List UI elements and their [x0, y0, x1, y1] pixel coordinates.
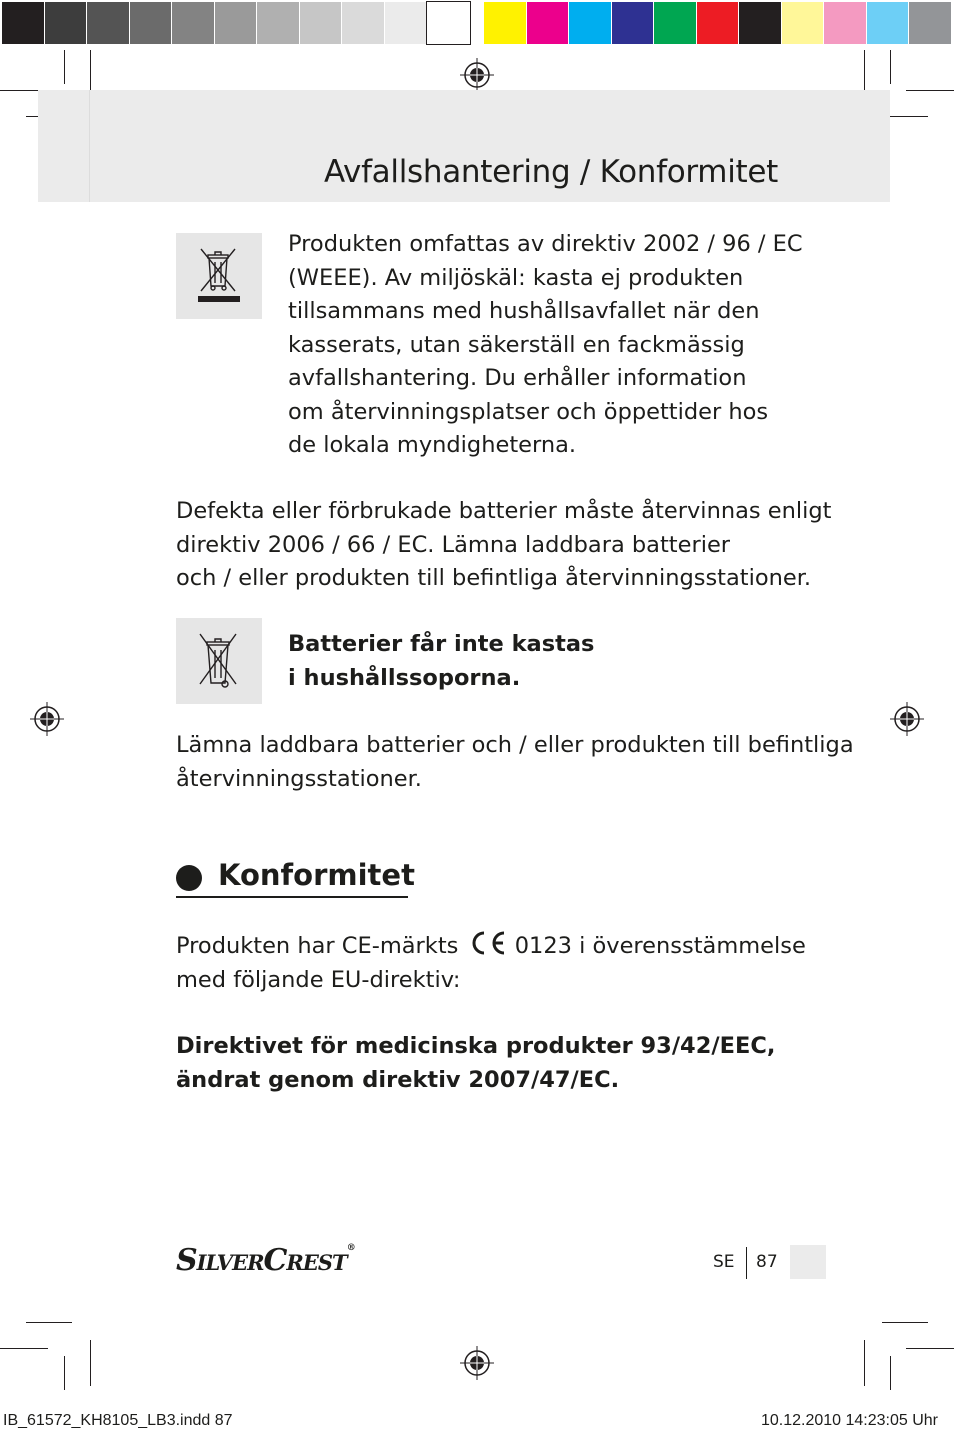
text-line: (WEEE). Av miljöskäl: kasta ej produkten: [288, 264, 744, 291]
conformity-intro: [176, 930, 806, 997]
crop-mark: [906, 1348, 954, 1349]
color-swatch: [824, 2, 867, 44]
color-swatch: [484, 2, 527, 44]
crossed-bin-icon: [176, 618, 262, 704]
color-swatch: [782, 2, 825, 44]
text-line: återvinningsstationer.: [176, 765, 422, 792]
intro-text: Produkten har CE-märkts: [176, 933, 459, 959]
text-line: Produkten omfattas av direktiv 2002 / 96 / EC: [288, 231, 803, 257]
color-swatch: [385, 2, 428, 44]
text-line: och / eller produkten till befintliga återvinningsstationer.: [176, 565, 812, 591]
directive-text: [176, 1030, 775, 1097]
color-swatch: [45, 2, 88, 44]
page-tab: [790, 1245, 826, 1279]
text-line: om återvinningsplatser och öppettider hos: [288, 398, 769, 425]
color-swatch: [215, 2, 258, 44]
crop-mark: [890, 50, 891, 84]
crop-mark: [64, 50, 65, 84]
color-swatch: [87, 2, 130, 44]
text-line: tillsammans med hushållsavfallet när den: [288, 298, 760, 324]
color-swatch: [130, 2, 173, 44]
color-swatch: [569, 2, 612, 44]
slug-timestamp: 10.12.2010 14:23:05 Uhr: [760, 1412, 938, 1429]
crop-mark: [90, 1340, 91, 1386]
color-swatch: [909, 2, 952, 44]
crop-mark: [0, 1348, 48, 1349]
crop-mark: [864, 1340, 865, 1386]
registration-mark-icon: [460, 58, 494, 92]
page-title: Avfallshantering / Konformitet: [323, 154, 778, 190]
text-line: Direktivet för medicinska produkter 93/42/EEC,: [176, 1033, 776, 1059]
battery-icon-box: [176, 618, 262, 704]
text-line: Defekta eller förbrukade batterier måste återvinnas enligt: [176, 498, 832, 524]
text-line: avfallshantering. Du erhåller information: [288, 365, 747, 391]
text-line: kasserats, utan säkerställ en fackmässig: [288, 331, 745, 358]
color-calibration-bar-gray: [2, 0, 470, 46]
weee-paragraph: [288, 228, 803, 463]
brand-logo: SILVERCREST®: [176, 1243, 355, 1278]
weee-icon-box: [176, 233, 262, 319]
text-line: i hushållssoporna.: [288, 664, 521, 691]
crop-mark: [64, 1356, 65, 1390]
ce-mark-icon: [466, 930, 508, 956]
text-line: med följande EU-direktiv:: [176, 966, 461, 993]
color-swatch: [342, 2, 385, 44]
color-calibration-bar-color: [484, 0, 952, 46]
registration-mark-icon: [30, 702, 64, 736]
color-swatch: [612, 2, 655, 44]
color-swatch: [2, 2, 45, 44]
return-paragraph: [176, 729, 854, 796]
footer-language: SE: [713, 1252, 735, 1272]
text-line: Batterier får inte kastas: [288, 631, 595, 657]
section-heading: Konformitet: [218, 858, 415, 892]
text-line: Lämna laddbara batterier och / eller produkten till befintliga: [176, 732, 854, 758]
color-swatch: [427, 2, 470, 44]
heading-underline: [176, 896, 408, 898]
battery-warning-text: [288, 628, 594, 695]
intro-text: 0123 i överensstämmelse: [514, 933, 806, 959]
registration-mark-icon: [460, 1346, 494, 1380]
slug-filename: IB_61572_KH8105_LB3.indd 87: [3, 1412, 233, 1429]
crop-mark: [882, 1322, 928, 1323]
crop-mark: [890, 1356, 891, 1390]
registration-mark-icon: [890, 702, 924, 736]
color-swatch: [527, 2, 570, 44]
crop-mark: [906, 90, 954, 91]
color-swatch: [867, 2, 910, 44]
crop-mark: [26, 1322, 72, 1323]
section-bullet: [176, 865, 202, 891]
crossed-bin-with-bar-icon: [176, 233, 262, 319]
text-line: de lokala myndigheterna.: [288, 432, 577, 458]
color-swatch: [739, 2, 782, 44]
color-swatch: [300, 2, 343, 44]
footer-divider: [746, 1247, 747, 1279]
text-line: [176, 930, 806, 964]
color-swatch: [257, 2, 300, 44]
color-swatch: [697, 2, 740, 44]
page-number: 87: [756, 1252, 778, 1272]
text-line: ändrat genom direktiv 2007/47/EC.: [176, 1066, 620, 1093]
text-line: direktiv 2006 / 66 / EC. Lämna laddbara batterier: [176, 531, 731, 558]
battery-paragraph: [176, 495, 831, 596]
color-swatch: [172, 2, 215, 44]
color-swatch: [654, 2, 697, 44]
